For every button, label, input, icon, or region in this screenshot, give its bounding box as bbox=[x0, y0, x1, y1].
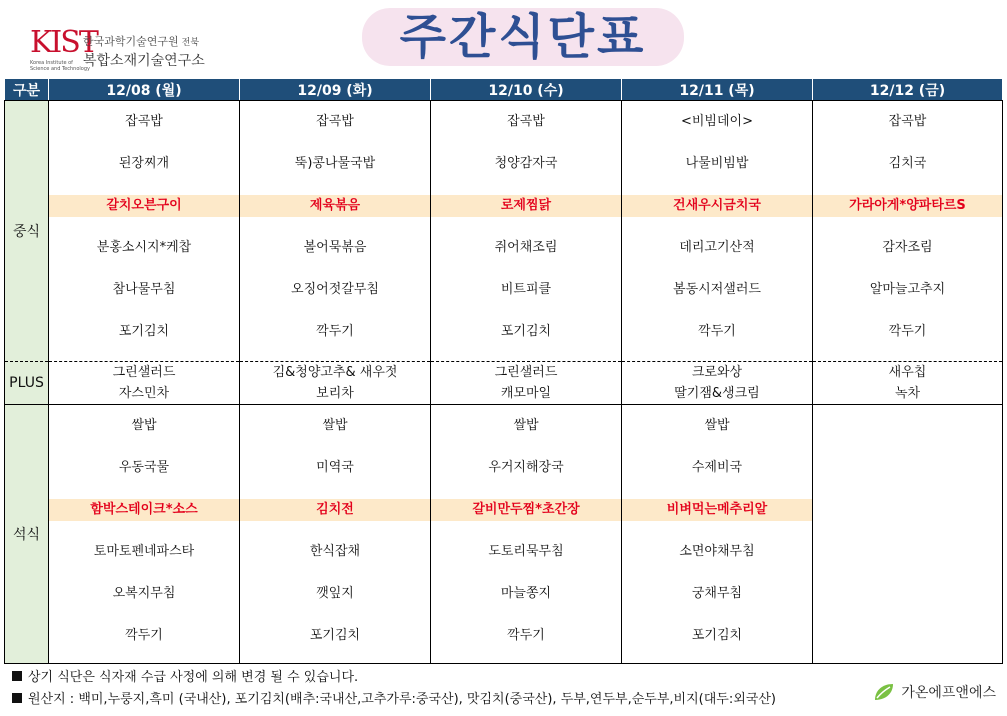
plus-item: 크로와상 bbox=[691, 365, 743, 380]
plus-item: 그린샐러드 bbox=[112, 365, 176, 380]
plus-label: PLUS bbox=[5, 362, 49, 405]
main-dish-item: 비벼먹는메추리알 bbox=[622, 499, 812, 521]
menu-item: <비빔데이> bbox=[680, 114, 754, 129]
menu-item: 미역국 bbox=[316, 460, 354, 475]
menu-item: 잡곡밥 bbox=[316, 114, 354, 129]
day-header: 12/12 (금) bbox=[813, 79, 1003, 101]
footer bbox=[4, 660, 1002, 712]
menu-item: 비트피클 bbox=[500, 282, 552, 297]
page-title: 주간식단표 bbox=[399, 9, 647, 65]
notice-line bbox=[12, 666, 358, 685]
plus-item: 보리차 bbox=[316, 386, 354, 401]
menu-item: 잡곡밥 bbox=[125, 114, 163, 129]
menu-item: 쌀밥 bbox=[322, 418, 348, 433]
day-header-row bbox=[5, 79, 1003, 101]
menu-item: 쥐어채조림 bbox=[494, 240, 558, 255]
menu-item: 청양감자국 bbox=[494, 156, 558, 171]
header bbox=[0, 0, 1007, 78]
lunch-cell bbox=[813, 101, 1003, 362]
menu-item: 오복지무침 bbox=[112, 586, 176, 601]
plus-item: 새우칩 bbox=[888, 365, 927, 380]
plus-cell bbox=[813, 362, 1003, 405]
menu-item: 깻잎지 bbox=[316, 586, 354, 601]
dinner-cell bbox=[813, 405, 1003, 664]
menu-item: 볼어묵볶음 bbox=[303, 240, 367, 255]
dinner-cell bbox=[49, 405, 240, 664]
dinner-row bbox=[5, 405, 1003, 664]
main-dish-item: 제육볶음 bbox=[240, 195, 430, 217]
menu-item: 깍두기 bbox=[888, 324, 927, 339]
menu-item: 궁채무침 bbox=[691, 586, 743, 601]
menu-item: 수제비국 bbox=[691, 460, 743, 475]
menu-item: 토마토펜네파스타 bbox=[93, 544, 195, 559]
plus-row bbox=[5, 362, 1003, 405]
lunch-cell bbox=[240, 101, 431, 362]
menu-item: 깍두기 bbox=[125, 628, 163, 643]
menu-item: 포기김치 bbox=[691, 628, 743, 643]
bullet-square-icon bbox=[12, 693, 22, 703]
menu-item: 소면야채무침 bbox=[679, 544, 755, 559]
menu-item: 포기김치 bbox=[500, 324, 552, 339]
dinner-cell bbox=[622, 405, 813, 664]
menu-item: 마늘쫑지 bbox=[500, 586, 552, 601]
menu-item: 나물비빔밥 bbox=[685, 156, 749, 171]
org-name bbox=[83, 33, 199, 49]
main-dish-item: 갈치오븐구이 bbox=[49, 195, 239, 217]
main-dish-item: 가라아게*양파타르S bbox=[813, 195, 1002, 217]
plus-item: 김&청양고추& 새우젓 bbox=[272, 365, 398, 380]
day-header: 12/10 (수) bbox=[431, 79, 622, 101]
day-header: 12/11 (목) bbox=[622, 79, 813, 101]
plus-item: 캐모마일 bbox=[500, 386, 552, 401]
main-dish-item: 로제찜닭 bbox=[431, 195, 621, 217]
plus-cell bbox=[240, 362, 431, 405]
day-header: 12/09 (화) bbox=[240, 79, 431, 101]
plus-item: 그린샐러드 bbox=[494, 365, 558, 380]
menu-item: 데리고기산적 bbox=[679, 240, 755, 255]
plus-cell bbox=[431, 362, 622, 405]
menu-item: 포기김치 bbox=[309, 628, 361, 643]
plus-cell bbox=[622, 362, 813, 405]
dinner-label: 석식 bbox=[5, 405, 49, 664]
category-header: 구분 bbox=[5, 79, 49, 101]
menu-item: 알마늘고추지 bbox=[869, 282, 946, 297]
logo-mark: KIST bbox=[30, 25, 97, 60]
main-dish-item: 김치전 bbox=[240, 499, 430, 521]
menu-item: 오징어젓갈무침 bbox=[291, 282, 379, 297]
menu-item: 잡곡밥 bbox=[888, 114, 927, 129]
kist-logo bbox=[30, 25, 97, 72]
org-division: 복합소재기술연구소 bbox=[83, 53, 205, 69]
menu-item: 쌀밥 bbox=[513, 418, 539, 433]
menu-item: 깍두기 bbox=[507, 628, 545, 643]
plus-cell bbox=[49, 362, 240, 405]
menu-item: 깍두기 bbox=[698, 324, 736, 339]
lunch-cell bbox=[431, 101, 622, 362]
notice-text: 상기 식단은 식자재 수급 사정에 의해 변경 될 수 있습니다. bbox=[28, 670, 359, 685]
menu-item: 분홍소시지*케찹 bbox=[96, 240, 192, 255]
menu-item: 김치국 bbox=[888, 156, 927, 171]
menu-item: 도토리묵무침 bbox=[488, 544, 564, 559]
plus-item: 딸기잼&생크림 bbox=[674, 386, 760, 401]
plus-item: 녹차 bbox=[894, 386, 921, 401]
leaf-icon bbox=[873, 682, 895, 702]
menu-item: 쌀밥 bbox=[704, 418, 730, 433]
main-dish-item: 건새우시금치국 bbox=[622, 195, 812, 217]
menu-item: 잡곡밥 bbox=[507, 114, 545, 129]
origin-line bbox=[12, 688, 776, 707]
dinner-cell bbox=[240, 405, 431, 664]
org-name-text: 한국과학기술연구원 bbox=[83, 35, 179, 48]
menu-item: 봄동시저샐러드 bbox=[673, 282, 761, 297]
brand-logo bbox=[873, 680, 996, 704]
main-dish-item: 함박스테이크*소스 bbox=[49, 499, 239, 521]
logo-subtext: Korea Institute of Science and Technology bbox=[30, 60, 90, 72]
lunch-label: 중식 bbox=[5, 101, 49, 362]
menu-item: 우동국물 bbox=[118, 460, 170, 475]
menu-item: 한식잡채 bbox=[309, 544, 361, 559]
menu-item: 된장찌개 bbox=[118, 156, 170, 171]
menu-item: 감자조림 bbox=[882, 240, 933, 255]
main-dish-item: 갈비만두찜*초간장 bbox=[431, 499, 621, 521]
brand-name: 가온에프앤에스 bbox=[901, 685, 996, 701]
dinner-cell bbox=[431, 405, 622, 664]
menu-item: 깍두기 bbox=[316, 324, 354, 339]
lunch-cell bbox=[49, 101, 240, 362]
menu-item: 포기김치 bbox=[118, 324, 170, 339]
menu-item: 쌀밥 bbox=[131, 418, 157, 433]
org-branch-tag: 전북 bbox=[181, 38, 200, 48]
weekly-menu-table bbox=[4, 78, 1003, 664]
lunch-row bbox=[5, 101, 1003, 362]
origin-text: 원산지 : 백미,누룽지,흑미 (국내산), 포기김치(배추:국내산,고추가루:중국산), 맛김치(중국산), 두부,연두부,순두부,비지(대두:외국산) bbox=[28, 692, 776, 707]
plus-item: 자스민차 bbox=[118, 386, 170, 401]
menu-item: 우거지해장국 bbox=[488, 460, 564, 475]
bullet-square-icon bbox=[12, 671, 22, 681]
day-header: 12/08 (월) bbox=[49, 79, 240, 101]
lunch-cell bbox=[622, 101, 813, 362]
menu-item: 참나물무침 bbox=[112, 282, 176, 297]
menu-item: 뚝)콩나물국밥 bbox=[294, 156, 376, 171]
